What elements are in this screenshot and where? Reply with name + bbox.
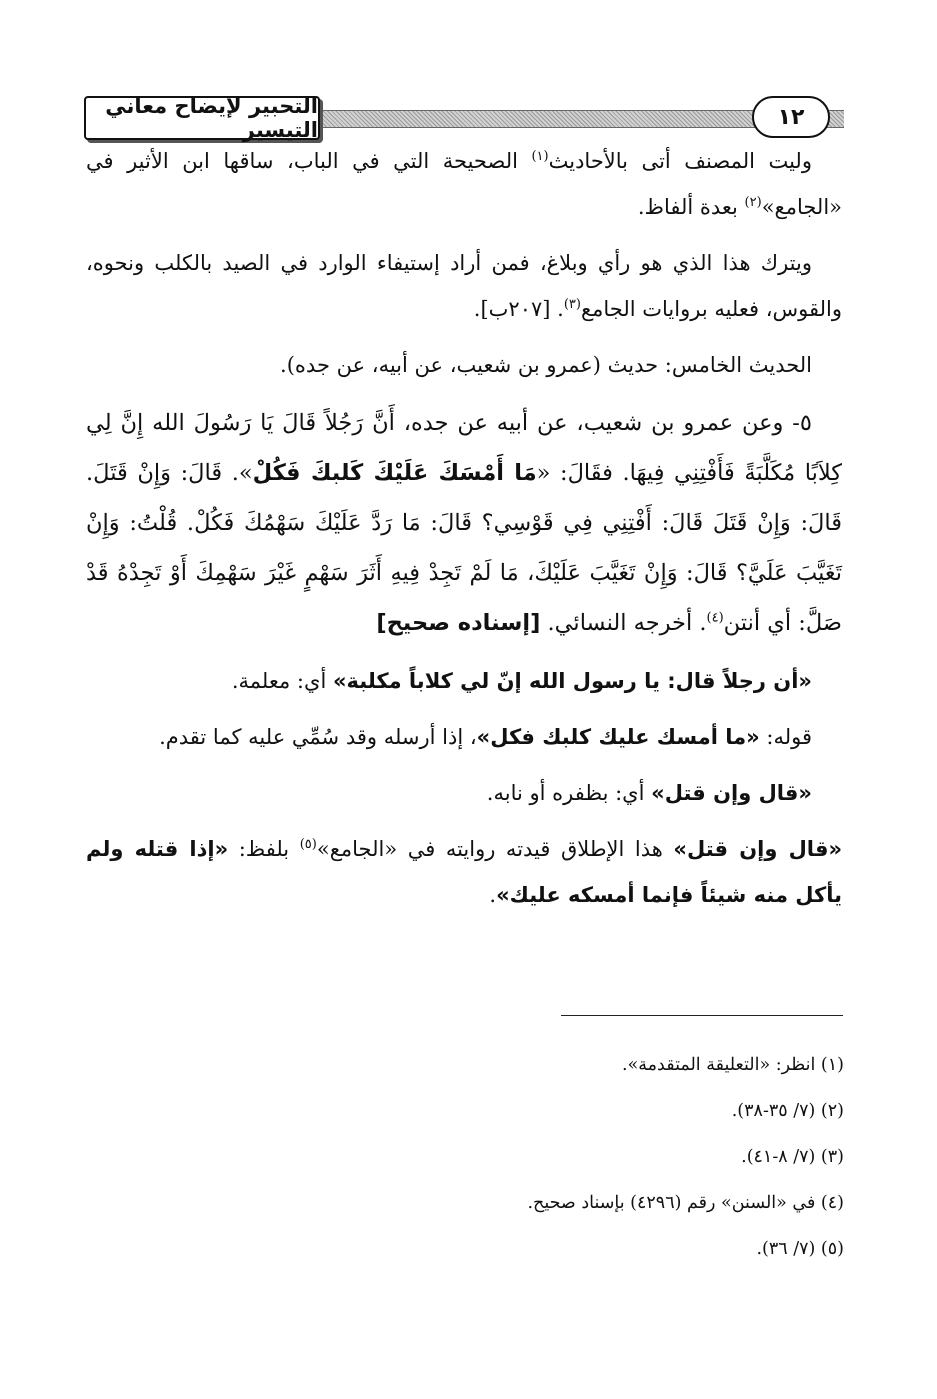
- footnote-4: (٤) في «السنن» رقم (٤٢٩٦) بإسناد صحيح.: [527, 1193, 844, 1213]
- isnad-grade: [إسناده صحيح]: [376, 610, 541, 636]
- footnote-ref-4[interactable]: (٤): [706, 610, 724, 626]
- hadith-quote: مَا أَمْسَكَ عَلَيْكَ كَلبكَ فَكُلْ: [252, 460, 537, 486]
- footnote-5: (٥) (٧/ ٣٦).: [756, 1239, 844, 1259]
- footnote-divider: [561, 1015, 843, 1016]
- hadith-heading: الحديث الخامس: حديث (عمرو بن شعيب، عن أبيه، عن جده).: [280, 353, 812, 377]
- footnote-ref-1[interactable]: (١): [531, 149, 549, 164]
- main-text: [86, 138, 842, 928]
- footnote-ref-2[interactable]: (٢): [744, 195, 762, 210]
- footnote-3: (٣) (٧/ ٨-٤١).: [741, 1147, 844, 1167]
- hadith-text: ٥- وعن عمرو بن شعيب، عن أبيه عن جده، أَنَّ رَجُلاً قَالَ يَا رَسُولَ الله إِنَّ لِي كِلاَبًا مُكَلَّبَةً فَأَفْتِنِي فِيهَا. فقَالَ: «مَا أَمْسَكَ عَلَيْكَ كَلبكَ فَكُلْ». قَالَ: وَإِنْ قَتَلَ. قَالَ: وَإِنْ قَتَلَ قَالَ: أَفْتِنِي فِي قَوْسِي؟ قَالَ: مَا رَدَّ عَلَيْكَ سَهْمُكَ فَكُلْ. قُلْتُ: وَإِنْ تَغَيَّبَ عَلَيَّ؟ قَالَ: وَإِنْ تَغَيَّبَ عَلَيْكَ، مَا لَمْ تَجِدْ فِيهِ أَثَرَ سَهْمٍ غَيْرَ سَهْمِكَ أَوْ تَجِدْهُ قَدْ صَلَّ: أي أنتن$^{(٤)}$. أخرجه النسائي. [إسناده صحيح]: [86, 410, 842, 636]
- page-number: ١٢: [752, 96, 830, 138]
- footnote-1: (١) انظر: «التعليقة المتقدمة».: [622, 1055, 844, 1075]
- commentary-4: «قال وإن قتل» هذا الإطلاق قيدته روايته في «الجامع»$^{(٥)}$ بلفظ: «إذا قتله ولم يأكل منه شيئاً فإنما أمسكه عليك».: [86, 837, 843, 907]
- book-title: التحبير لإيضاح معاني التيسير: [84, 96, 320, 140]
- footnotes: [86, 1042, 844, 1272]
- commentary-2: قوله: «ما أمسك عليك كلبك فكل»، إذا أرسله وقد سُمِّي عليه كما تقدم.: [159, 725, 812, 749]
- paragraph-2: ويترك هذا الذي هو رأي وبلاغ، فمن أراد إستيفاء الوارد في الصيد بالكلب ونحوه، والقوس، فعليه بروايات الجامع$^{(٣)}$. [٢٠٧ب].: [86, 251, 842, 321]
- footnote-ref-3[interactable]: (٣): [563, 297, 581, 312]
- footnote-ref-5[interactable]: (٥): [299, 837, 317, 852]
- footnote-2: (٢) (٧/ ٣٥-٣٨).: [731, 1101, 844, 1121]
- commentary-1: «أن رجلاً قال: يا رسول الله إنّ لي كلاباً مكلبة» أي: معلمة.: [231, 669, 812, 693]
- paragraph-1: وليت المصنف أتى بالأحاديث$^{(١)}$ الصحيحة التي في الباب، ساقها ابن الأثير في «الجامع»$^{(٢)}$ بعدة ألفاظ.: [86, 149, 842, 219]
- commentary-3: «قال وإن قتل» أي: بظفره أو نابه.: [486, 781, 812, 805]
- page-header: [84, 92, 844, 144]
